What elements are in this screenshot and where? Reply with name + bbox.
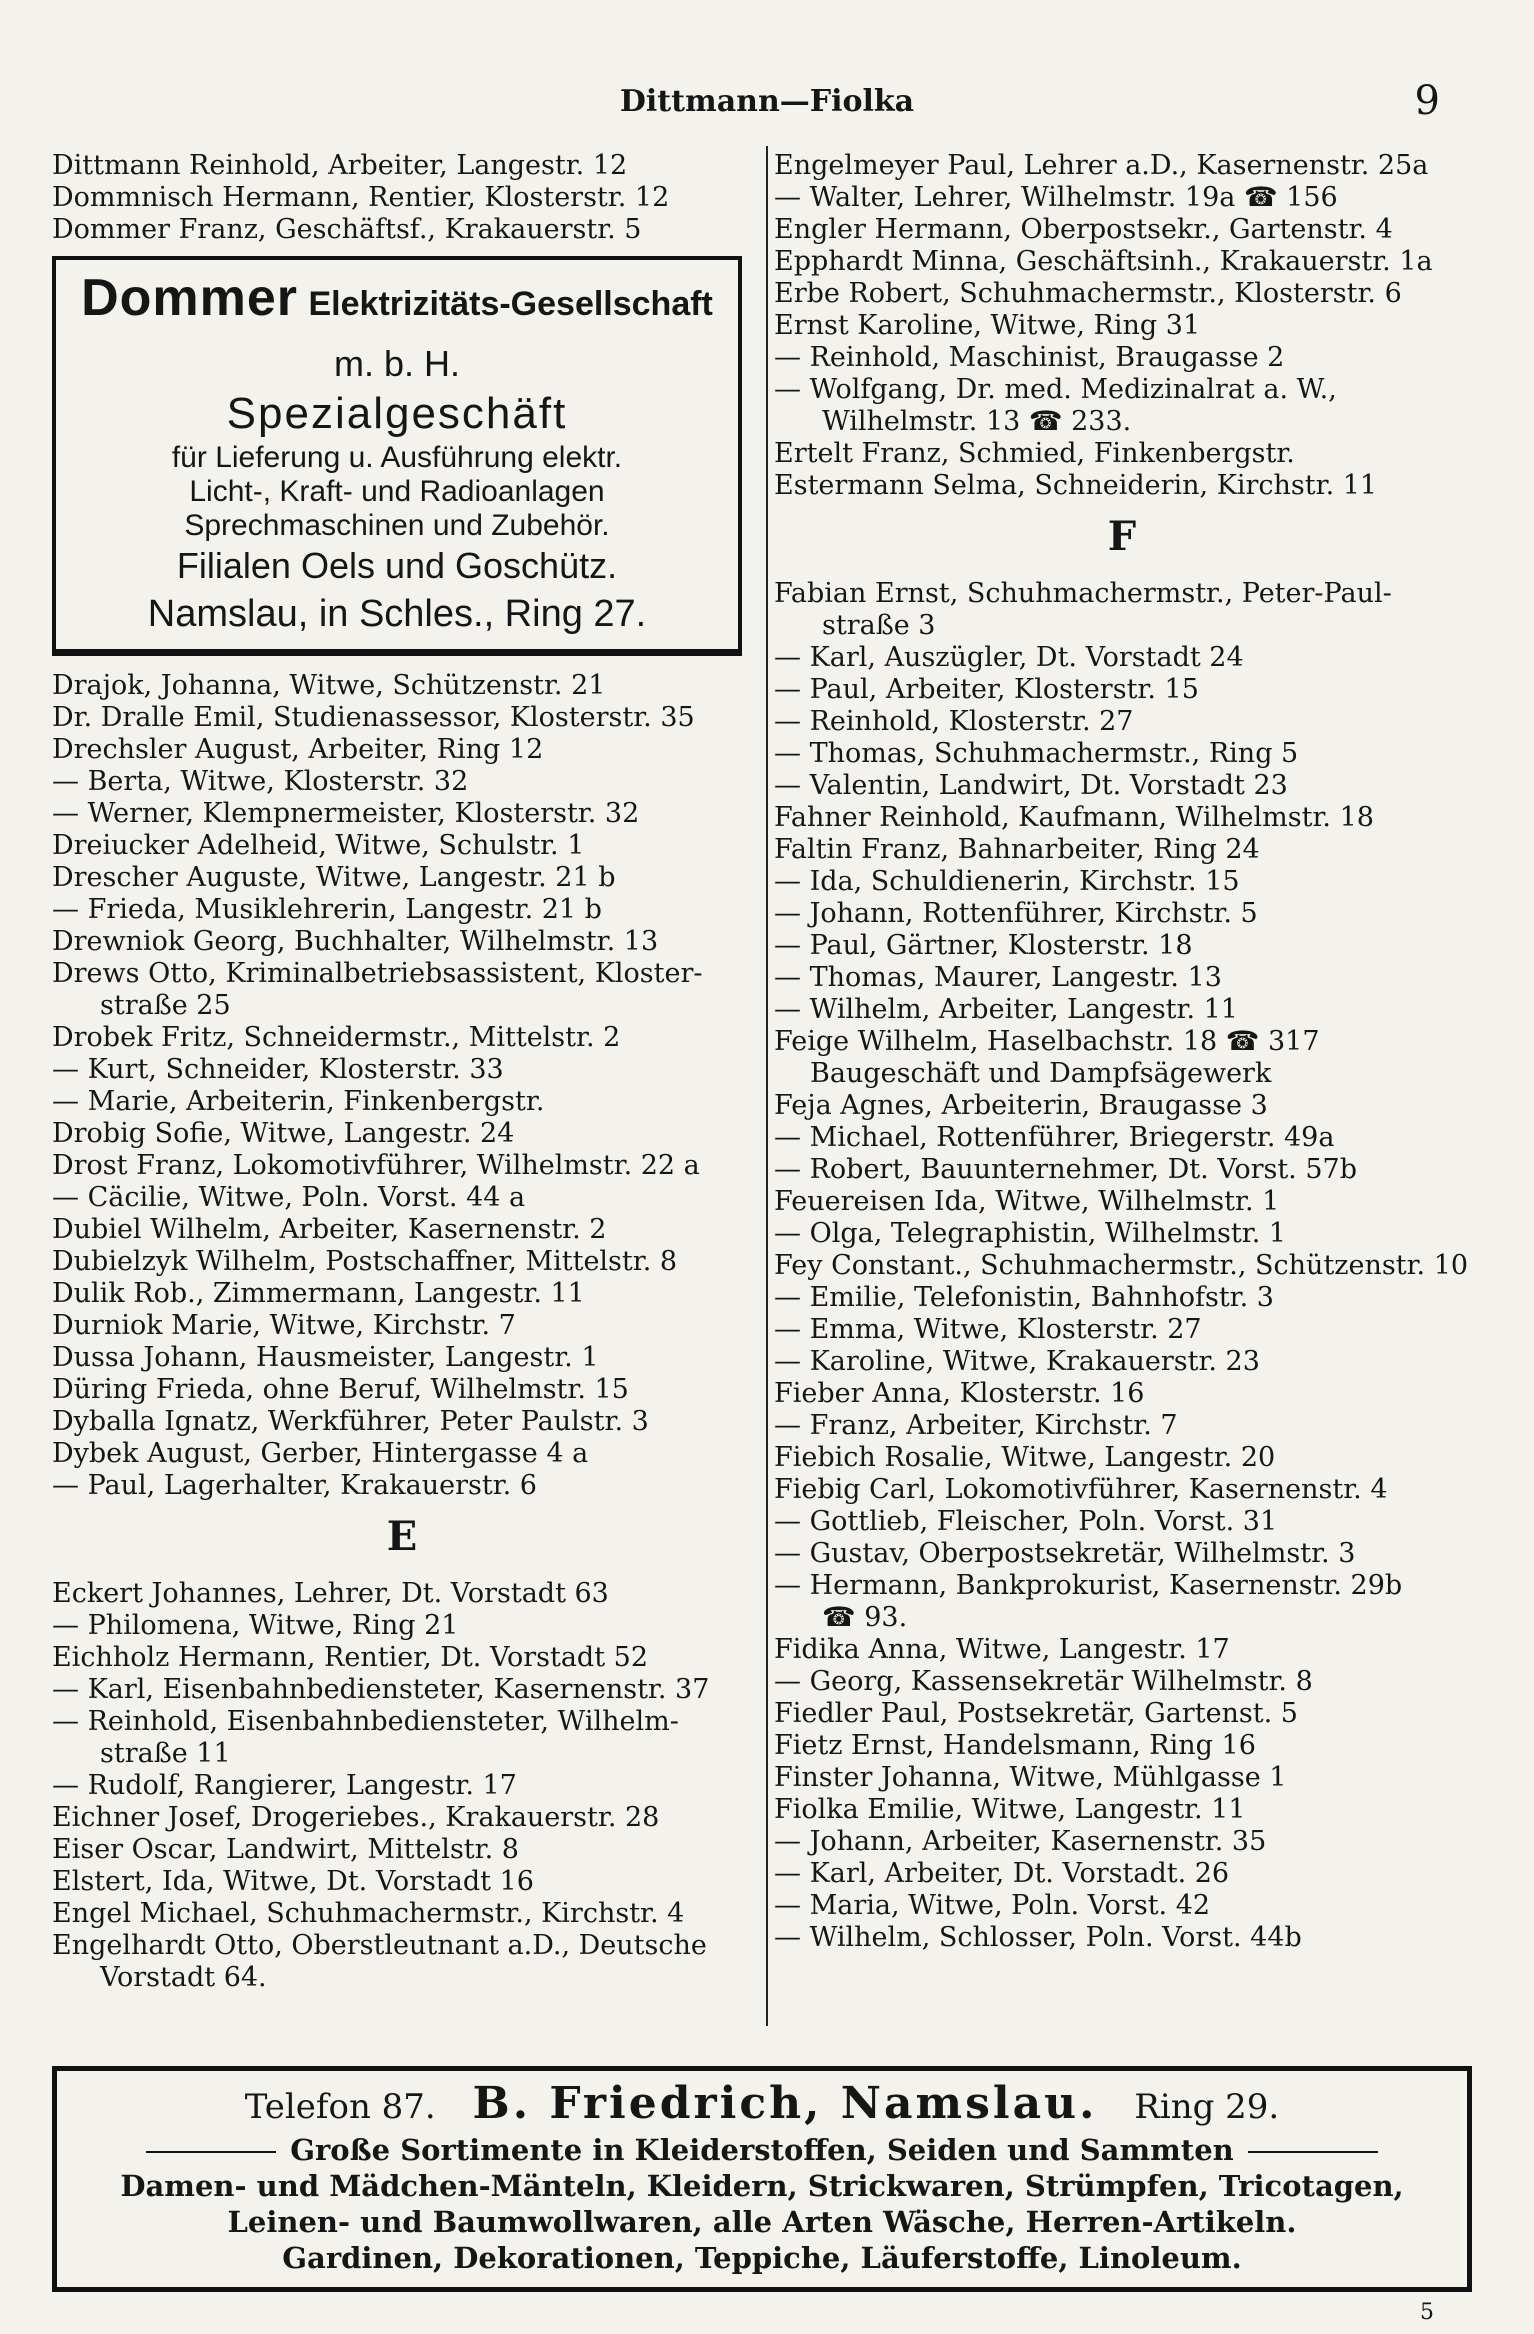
directory-entry: Dybek August, Gerber, Hintergasse 4 a <box>52 1438 589 1469</box>
directory-entry: Feja Agnes, Arbeiterin, Braugasse 3 <box>774 1090 1268 1121</box>
directory-entry: Finster Johanna, Witwe, Mühlgasse 1 <box>774 1762 1287 1793</box>
section-letter-e: E <box>386 1513 418 1560</box>
directory-entry: — Karoline, Witwe, Krakauerstr. 23 <box>774 1346 1260 1377</box>
directory-entry: ☎ 93. <box>822 1602 908 1633</box>
directory-entry: — Robert, Bauunternehmer, Dt. Vorst. 57b <box>774 1154 1357 1185</box>
directory-entry: — Reinhold, Maschinist, Braugasse 2 <box>774 342 1285 373</box>
directory-entry: Drescher Auguste, Witwe, Langestr. 21 b <box>52 862 616 893</box>
ad-phone: Telefon 87. <box>244 2087 436 2127</box>
ad-line: Damen- und Mädchen-Mänteln, Kleidern, Strickwaren, Strümpfen, Tricotagen, <box>120 2169 1404 2203</box>
ad-line: Gardinen, Dekorationen, Teppiche, Läuferstoffe, Linoleum. <box>282 2241 1242 2275</box>
ad-line-text: Große Sortimente in Kleiderstoffen, Seiden und Sammten <box>290 2133 1234 2167</box>
directory-entry: Fiebig Carl, Lokomotivführer, Kasernenstr. 4 <box>774 1474 1388 1505</box>
directory-entry: Durniok Marie, Witwe, Kirchstr. 7 <box>52 1310 516 1341</box>
ad-specialty: Spezialgeschäft <box>226 389 568 438</box>
directory-entry: Fietz Ernst, Handelsmann, Ring 16 <box>774 1730 1256 1761</box>
directory-entry: Dyballa Ignatz, Werkführer, Peter Paulstr. 3 <box>52 1406 649 1437</box>
directory-entry: — Johann, Arbeiter, Kasernenstr. 35 <box>774 1826 1267 1857</box>
page-header <box>0 78 1534 124</box>
directory-entry: Feuereisen Ida, Witwe, Wilhelmstr. 1 <box>774 1186 1280 1217</box>
directory-entry: Baugeschäft und Dampfsägewerk <box>810 1058 1272 1089</box>
directory-entry: — Emilie, Telefonistin, Bahnhofstr. 3 <box>774 1282 1274 1313</box>
ad-line: Leinen- und Baumwollwaren, alle Arten Wäsche, Herren-Artikeln. <box>227 2205 1297 2239</box>
directory-entry: Dubiel Wilhelm, Arbeiter, Kasernenstr. 2 <box>52 1214 607 1245</box>
directory-entry: Drobig Sofie, Witwe, Langestr. 24 <box>52 1118 515 1149</box>
left-column <box>52 150 752 1994</box>
directory-entry: — Paul, Arbeiter, Klosterstr. 15 <box>774 674 1199 705</box>
directory-entry: — Gustav, Oberpostsekretär, Wilhelmstr. 3 <box>774 1538 1356 1569</box>
f-entries <box>774 578 1470 1954</box>
directory-entry: — Maria, Witwe, Poln. Vorst. 42 <box>774 1890 1211 1921</box>
directory-entry: Estermann Selma, Schneiderin, Kirchstr. 11 <box>774 470 1378 501</box>
left-top-entries <box>52 150 752 246</box>
directory-entry: — Rudolf, Rangierer, Langestr. 17 <box>52 1770 517 1801</box>
directory-entry: Ernst Karoline, Witwe, Ring 31 <box>774 310 1201 341</box>
directory-entry: Eiser Oscar, Landwirt, Mittelstr. 8 <box>52 1834 519 1865</box>
directory-entry: Dreiucker Adelheid, Witwe, Schulstr. 1 <box>52 830 585 861</box>
directory-entry: Epphardt Minna, Geschäftsinh., Krakauerstr. 1a <box>774 246 1433 277</box>
running-title: Dittmann—Fiolka <box>619 84 915 119</box>
directory-entry: — Georg, Kassensekretär Wilhelmstr. 8 <box>774 1666 1313 1697</box>
directory-entry: — Reinhold, Eisenbahnbediensteter, Wilhelm- <box>52 1706 679 1737</box>
directory-entry: Wilhelmstr. 13 ☎ 233. <box>822 406 1132 437</box>
d-entries <box>52 670 752 1502</box>
directory-entry: Düring Frieda, ohne Beruf, Wilhelmstr. 15 <box>52 1374 629 1405</box>
directory-entry: — Paul, Lagerhalter, Krakauerstr. 6 <box>52 1470 537 1501</box>
ad-headline <box>66 268 728 341</box>
friedrich-advertisement <box>52 2066 1472 2292</box>
ad-service-line: Sprechmaschinen und Zubehör. <box>184 509 610 542</box>
directory-entry: Elstert, Ida, Witwe, Dt. Vorstadt 16 <box>52 1866 534 1897</box>
directory-entry: Fahner Reinhold, Kaufmann, Wilhelmstr. 18 <box>774 802 1374 833</box>
directory-entry: Dr. Dralle Emil, Studienassessor, Klosterstr. 35 <box>52 702 695 733</box>
ad-firm: B. Friedrich, Namslau. <box>472 2078 1098 2129</box>
ad-legal-form: m. b. H. <box>333 343 461 384</box>
ad-address: Namslau, in Schles., Ring 27. <box>147 593 647 635</box>
ad-address: Ring 29. <box>1134 2087 1280 2127</box>
right-top-entries <box>774 150 1470 502</box>
directory-entry: — Hermann, Bankprokurist, Kasernenstr. 29b <box>774 1570 1403 1601</box>
directory-entry: Engelhardt Otto, Oberstleutnant a.D., Deutsche <box>52 1930 707 1961</box>
directory-entry: Dommer Franz, Geschäftsf., Krakauerstr. 5 <box>52 214 642 245</box>
directory-entry: Engel Michael, Schuhmachermstr., Kirchstr. 4 <box>52 1898 685 1929</box>
directory-entry: — Reinhold, Klosterstr. 27 <box>774 706 1134 737</box>
directory-entry: — Gottlieb, Fleischer, Poln. Vorst. 31 <box>774 1506 1278 1537</box>
directory-entry: Fieber Anna, Klosterstr. 16 <box>774 1378 1145 1409</box>
section-letter-f: F <box>1107 513 1137 560</box>
directory-entry: Dubielzyk Wilhelm, Postschaffner, Mittelstr. 8 <box>52 1246 678 1277</box>
directory-entry: Fidika Anna, Witwe, Langestr. 17 <box>774 1634 1230 1665</box>
directory-entry: Engelmeyer Paul, Lehrer a.D., Kasernenstr. 25a <box>774 150 1429 181</box>
directory-entry: Drewniok Georg, Buchhalter, Wilhelmstr. 13 <box>52 926 659 957</box>
directory-entry: — Walter, Lehrer, Wilhelmstr. 19a ☎ 156 <box>774 182 1338 213</box>
ad-rule <box>146 2151 276 2153</box>
directory-entry: — Wilhelm, Schlosser, Poln. Vorst. 44b <box>774 1922 1302 1953</box>
directory-entry: Drechsler August, Arbeiter, Ring 12 <box>52 734 544 765</box>
e-entries <box>52 1578 752 1994</box>
directory-entry: Vorstadt 64. <box>100 1962 267 1993</box>
directory-entry: — Thomas, Schuhmachermstr., Ring 5 <box>774 738 1299 769</box>
directory-entry: — Karl, Arbeiter, Dt. Vorstadt. 26 <box>774 1858 1230 1889</box>
directory-entry: — Berta, Witwe, Klosterstr. 32 <box>52 766 469 797</box>
directory-entry: Drews Otto, Kriminalbetriebsassistent, Kloster- <box>52 958 703 989</box>
directory-entry: — Wilhelm, Arbeiter, Langestr. 11 <box>774 994 1238 1025</box>
directory-entry: straße 3 <box>822 610 936 641</box>
directory-entry: Eichner Josef, Drogeriebes., Krakauerstr. 28 <box>52 1802 660 1833</box>
right-column <box>774 150 1470 1954</box>
directory-entry: — Paul, Gärtner, Klosterstr. 18 <box>774 930 1193 961</box>
ad-brand: Dommer <box>81 269 299 327</box>
directory-entry: — Karl, Eisenbahnbediensteter, Kasernenstr. 37 <box>52 1674 710 1705</box>
directory-entry: — Valentin, Landwirt, Dt. Vorstadt 23 <box>774 770 1288 801</box>
directory-entry: — Michael, Rottenführer, Briegerstr. 49a <box>774 1122 1335 1153</box>
directory-entry: — Olga, Telegraphistin, Wilhelmstr. 1 <box>774 1218 1287 1249</box>
directory-entry: Dittmann Reinhold, Arbeiter, Langestr. 12 <box>52 150 628 181</box>
ad-branches: Filialen Oels und Goschütz. <box>176 545 618 586</box>
directory-entry: Fiedler Paul, Postsekretär, Gartenst. 5 <box>774 1698 1298 1729</box>
directory-entry: Fiebich Rosalie, Witwe, Langestr. 20 <box>774 1442 1276 1473</box>
ad-rule <box>1248 2151 1378 2153</box>
ad-company: Elektrizitäts-Gesellschaft <box>308 285 713 323</box>
directory-entry: straße 11 <box>100 1738 231 1769</box>
directory-entry: — Cäcilie, Witwe, Poln. Vorst. 44 a <box>52 1182 526 1213</box>
directory-entry: — Franz, Arbeiter, Kirchstr. 7 <box>774 1410 1178 1441</box>
directory-entry: Dommnisch Hermann, Rentier, Klosterstr. 12 <box>52 182 670 213</box>
ad-title-line <box>57 2079 1467 2132</box>
directory-entry: Drajok, Johanna, Witwe, Schützenstr. 21 <box>52 670 606 701</box>
ad-line <box>57 2132 1467 2168</box>
directory-entry: Fey Constant., Schuhmachermstr., Schützenstr. 10 <box>774 1250 1469 1281</box>
directory-entry: — Ida, Schuldienerin, Kirchstr. 15 <box>774 866 1240 897</box>
directory-entry: — Kurt, Schneider, Klosterstr. 33 <box>52 1054 504 1085</box>
ad-service-line: Licht-, Kraft- und Radioanlagen <box>189 475 605 508</box>
directory-entry: Drost Franz, Lokomotivführer, Wilhelmstr. 22 a <box>52 1150 700 1181</box>
directory-entry: straße 25 <box>100 990 231 1021</box>
directory-entry: — Johann, Rottenführer, Kirchstr. 5 <box>774 898 1258 929</box>
directory-entry: Fabian Ernst, Schuhmachermstr., Peter-Paul- <box>774 578 1392 609</box>
ad-service-line: für Lieferung u. Ausführung elektr. <box>171 441 623 474</box>
directory-entry: Erbe Robert, Schuhmachermstr., Klosterstr. 6 <box>774 278 1402 309</box>
directory-entry: — Emma, Witwe, Klosterstr. 27 <box>774 1314 1202 1345</box>
directory-entry: — Wolfgang, Dr. med. Medizinalrat a. W., <box>774 374 1337 405</box>
directory-entry: — Karl, Auszügler, Dt. Vorstadt 24 <box>774 642 1244 673</box>
directory-entry: — Werner, Klempnermeister, Klosterstr. 32 <box>52 798 640 829</box>
directory-entry: Feige Wilhelm, Haselbachstr. 18 ☎ 317 <box>774 1026 1320 1057</box>
directory-entry: Engler Hermann, Oberpostsekr., Gartenstr. 4 <box>774 214 1393 245</box>
directory-entry: Dulik Rob., Zimmermann, Langestr. 11 <box>52 1278 585 1309</box>
directory-entry: — Marie, Arbeiterin, Finkenbergstr. <box>52 1086 545 1117</box>
directory-entry: — Frieda, Musiklehrerin, Langestr. 21 b <box>52 894 602 925</box>
directory-entry: Drobek Fritz, Schneidermstr., Mittelstr. 2 <box>52 1022 621 1053</box>
column-divider <box>766 146 768 2026</box>
directory-entry: Dussa Johann, Hausmeister, Langestr. 1 <box>52 1342 599 1373</box>
directory-entry: — Philomena, Witwe, Ring 21 <box>52 1610 459 1641</box>
directory-entry: Eichholz Hermann, Rentier, Dt. Vorstadt 52 <box>52 1642 649 1673</box>
directory-entry: Fiolka Emilie, Witwe, Langestr. 11 <box>774 1794 1246 1825</box>
directory-entry: Ertelt Franz, Schmied, Finkenbergstr. <box>774 438 1295 469</box>
dommer-advertisement <box>52 256 742 656</box>
directory-entry: Faltin Franz, Bahnarbeiter, Ring 24 <box>774 834 1260 865</box>
page-number: 9 <box>1414 78 1440 124</box>
directory-entry: — Thomas, Maurer, Langestr. 13 <box>774 962 1222 993</box>
directory-entry: Eckert Johannes, Lehrer, Dt. Vorstadt 63 <box>52 1578 609 1609</box>
footer-mark: 5 <box>1420 2300 1434 2325</box>
